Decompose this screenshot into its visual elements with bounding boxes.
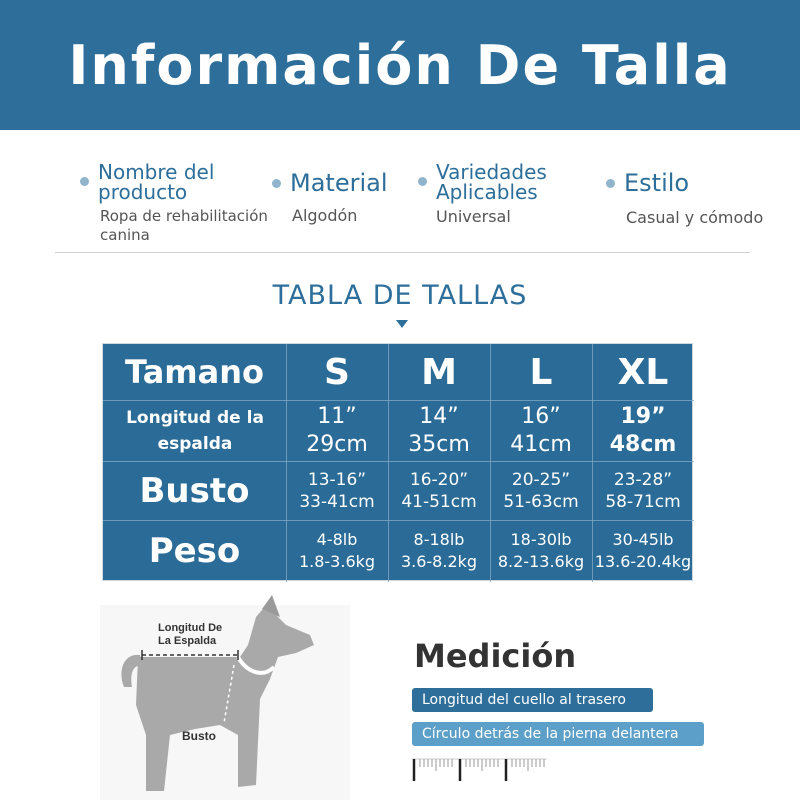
table-cell — [490, 400, 592, 461]
measurement-title: Medición — [414, 637, 577, 675]
cell-cm: 48cm — [609, 431, 677, 457]
table-row-label: Longitud de la espalda — [126, 407, 264, 454]
cell-kg: 8.2-13.6kg — [497, 552, 585, 571]
table-cell — [592, 461, 694, 520]
table-cell — [592, 520, 694, 582]
dog-measurement-illustration — [100, 595, 370, 800]
back-length-label-1: Longitud De — [158, 622, 223, 634]
cell-cm: 41-51cm — [401, 491, 477, 512]
size-table — [102, 343, 693, 581]
cell-inches: 13-16” — [307, 469, 367, 490]
table-cell — [388, 400, 490, 461]
cell-cm: 33-41cm — [299, 491, 375, 512]
cell-kg: 1.8-3.6kg — [298, 552, 376, 571]
chest-label: Busto — [182, 729, 216, 743]
info-title: Nombre del producto — [98, 160, 215, 204]
measurement-item-chest: Círculo detrás de la pierna delantera — [412, 722, 704, 746]
cell-cm: 51-63cm — [503, 491, 579, 512]
table-cell — [388, 520, 490, 582]
info-value: Universal — [436, 207, 511, 226]
cell-cm: 35cm — [408, 431, 470, 457]
cell-cm: 41cm — [510, 431, 572, 457]
bullet-icon — [272, 179, 281, 188]
cell-inches: 20-25” — [511, 469, 571, 490]
cell-pounds: 18-30lb — [510, 530, 572, 549]
table-row-label: Peso — [148, 531, 241, 571]
table-header-cell: S — [324, 351, 350, 393]
bullet-icon — [418, 177, 427, 186]
info-value: Casual y cómodo — [626, 208, 764, 227]
size-table-title: TABLA DE TALLAS — [272, 280, 528, 311]
info-title: Material — [290, 169, 388, 197]
info-value: Ropa de rehabilitación canina — [100, 207, 268, 244]
table-cell — [490, 520, 592, 582]
cell-inches: 16” — [521, 403, 561, 429]
cell-cm: 29cm — [306, 431, 368, 457]
cell-inches: 14” — [419, 403, 459, 429]
table-cell — [388, 461, 490, 520]
cell-kg: 3.6-8.2kg — [400, 552, 478, 571]
info-title: Variedades Aplicables — [436, 160, 547, 204]
cell-pounds: 30-45lb — [612, 530, 674, 549]
table-header-cell: Tamano — [125, 353, 264, 391]
cell-inches: 19” — [620, 403, 666, 429]
table-cell — [592, 400, 694, 461]
measurement-item-back: Longitud del cuello al trasero — [412, 688, 653, 712]
table-cell — [286, 520, 388, 582]
table-header-cell: XL — [617, 351, 669, 393]
table-row-label: Busto — [139, 470, 250, 511]
table-header-cell: M — [421, 351, 457, 393]
cell-kg: 13.6-20.4kg — [594, 552, 692, 571]
table-cell — [286, 461, 388, 520]
bullet-icon — [606, 179, 615, 188]
info-value: Algodón — [292, 206, 358, 225]
triangle-down-icon — [396, 320, 408, 328]
cell-inches: 23-28” — [613, 469, 673, 490]
cell-cm: 58-71cm — [605, 491, 681, 512]
bullet-icon — [80, 177, 89, 186]
cell-pounds: 4-8lb — [316, 530, 358, 549]
cell-pounds: 8-18lb — [413, 530, 465, 549]
ruler-icon — [412, 757, 547, 783]
page-title: Información De Talla — [68, 33, 732, 97]
cell-inches: 11” — [317, 403, 357, 429]
info-title: Estilo — [624, 169, 690, 197]
table-header-cell: L — [529, 351, 553, 393]
table-cell — [490, 461, 592, 520]
product-info — [0, 158, 800, 248]
cell-inches: 16-20” — [409, 469, 469, 490]
back-length-label-2: La Espalda — [158, 635, 217, 647]
header-banner — [0, 0, 800, 130]
divider — [55, 252, 750, 253]
table-cell — [286, 400, 388, 461]
